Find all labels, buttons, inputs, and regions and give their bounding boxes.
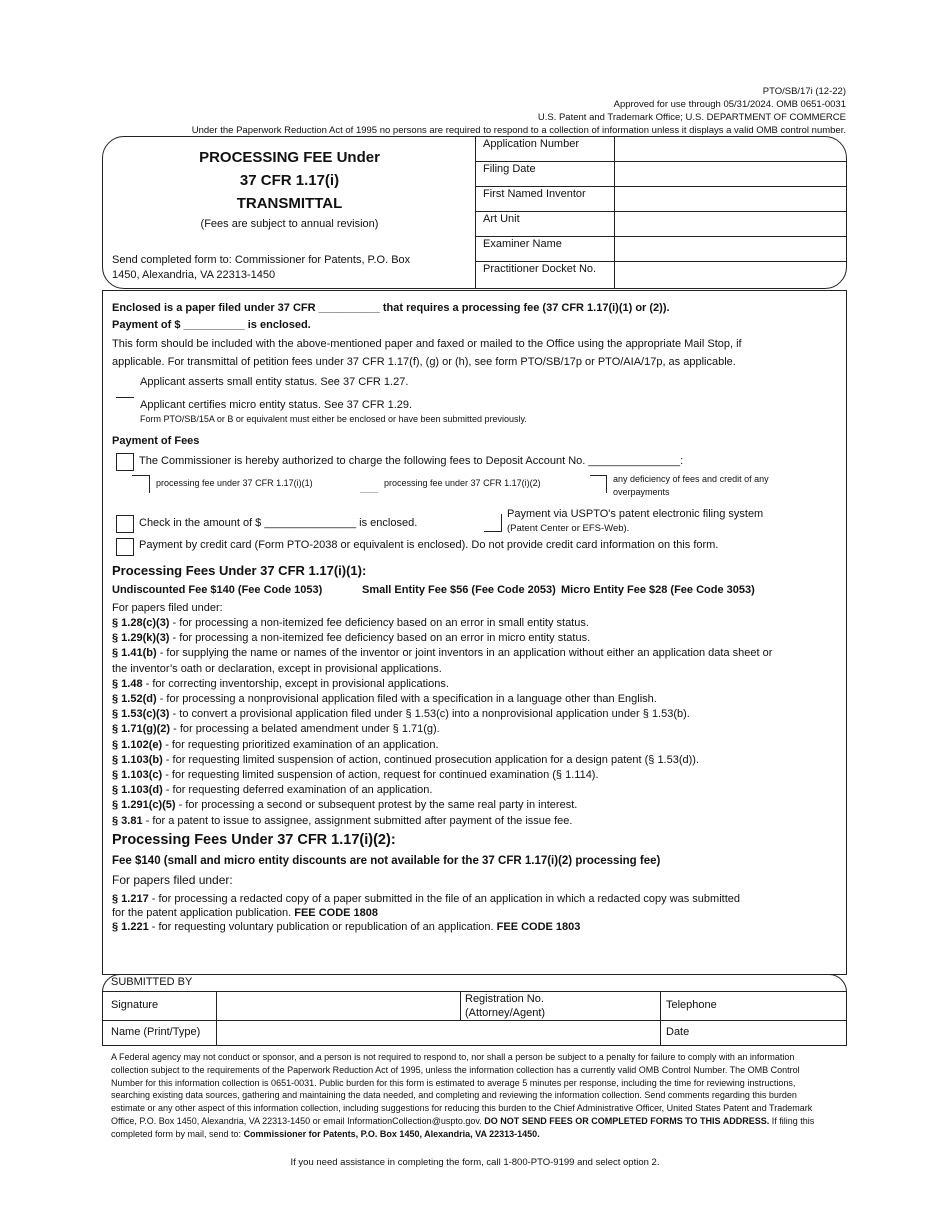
section-ref: § 1.103(d) xyxy=(112,784,163,797)
list-item xyxy=(112,707,832,722)
registration-label-2: (Attorney/Agent) xyxy=(465,1007,546,1019)
efs-payment-note: (Patent Center or EFS-Web). xyxy=(507,523,630,534)
section-desc: - for processing a redacted copy of a paper submitted in the file of an application in which a redacted copy was submitted xyxy=(148,893,740,905)
section-ref: § 1.103(b) xyxy=(112,753,163,766)
paperwork-notice: Under the Paperwork Reduction Act of 1995 no persons are required to respond to a collection of information unless it displays a valid OMB control number. xyxy=(191,125,846,136)
efs-payment-checkbox[interactable] xyxy=(484,514,502,532)
small-entity-checkbox[interactable] xyxy=(116,380,134,398)
processing-fee-2-label: processing fee under 37 CFR 1.17(i)(2) xyxy=(384,478,541,488)
form-title xyxy=(112,146,467,215)
micro-entity-note: Form PTO/SB/15A or B or equivalent must either be enclosed or have been submitted previously. xyxy=(140,414,527,424)
section-ref: § 1.217 xyxy=(112,893,149,905)
info-label: Practitioner Docket No. xyxy=(483,263,597,275)
info-label: First Named Inventor xyxy=(483,188,586,200)
enclosed-statement xyxy=(112,301,670,316)
section-desc: - for processing a second or subsequent protest by the same real party in interest. xyxy=(175,799,578,812)
fees-2-list xyxy=(112,892,832,934)
approval-notice: Approved for use through 05/31/2024. OMB 0651-0031 xyxy=(613,99,846,110)
check-payment-checkbox[interactable] xyxy=(116,515,134,533)
list-item xyxy=(112,738,832,753)
submitted-by-heading: SUBMITTED BY xyxy=(111,976,193,988)
cfr-section-input[interactable]: __________ xyxy=(318,302,380,314)
burden-statement xyxy=(111,1051,831,1141)
list-item xyxy=(112,692,832,707)
section-desc: - for requesting prioritized examination of an application. xyxy=(162,738,439,751)
check-payment-label: Check in the amount of $ _______________ is enclosed. xyxy=(139,517,418,529)
send-to-line-2: 1450, Alexandria, VA 22313-1450 xyxy=(112,269,276,281)
fee-code: FEE CODE 1803 xyxy=(496,921,581,933)
papers-filed-label-2: For papers filed under: xyxy=(112,873,233,887)
section-ref: § 1.291(c)(5) xyxy=(112,799,176,812)
info-label: Filing Date xyxy=(483,163,536,175)
divider xyxy=(216,991,217,1046)
title-line-3: TRANSMITTAL xyxy=(236,195,343,212)
section-ref: § 1.29(k)(3) xyxy=(112,632,170,645)
section-desc: - for processing a nonprovisional application filed with a specification in a language other than English. xyxy=(156,693,657,706)
section-ref: § 1.28(c)(3) xyxy=(112,617,170,629)
papers-filed-label: For papers filed under: xyxy=(112,602,223,614)
section-ref: § 1.52(d) xyxy=(112,693,157,706)
deficiency-checkbox[interactable] xyxy=(590,475,607,493)
mail-instruction: If filing this completed form by mail, send to: xyxy=(111,1115,815,1139)
fees-2-amount: Fee $140 (small and micro entity discounts are not available for the 37 CFR 1.17(i)(2) processing fee) xyxy=(112,855,661,867)
deposit-account-label: The Commissioner is hereby authorized to charge the following fees to Deposit Account No. _______________: xyxy=(139,455,684,467)
mail-address: Commissioner for Patents, P.O. Box 1450, Alexandria, VA 22313-1450. xyxy=(243,1128,540,1139)
micro-entity-fee: Micro Entity Fee $28 (Fee Code 3053) xyxy=(561,584,755,596)
list-item xyxy=(112,646,832,661)
section-ref: § 1.41(b) xyxy=(112,647,157,660)
credit-card-label: Payment by credit card (Form PTO-2038 or equivalent is enclosed). Do not provide credit card information on this form. xyxy=(139,539,719,551)
processing-fee-2-checkbox[interactable] xyxy=(360,475,378,493)
registration-label xyxy=(465,992,545,1020)
filing-date-input[interactable] xyxy=(616,163,844,185)
section-ref: § 3.81 xyxy=(112,814,143,827)
deficiency-label xyxy=(613,473,769,499)
list-item xyxy=(112,814,832,829)
agency-name: U.S. Patent and Trademark Office; U.S. DEPARTMENT OF COMMERCE xyxy=(537,112,846,123)
transmittal-text-1: This form should be included with the above-mentioned paper and faxed or mailed to the Office using the appropriate Mail Stop, if xyxy=(112,338,742,350)
divider xyxy=(102,1020,847,1021)
small-entity-label: Applicant asserts small entity status. See 37 CFR 1.27. xyxy=(140,376,409,388)
list-item xyxy=(112,662,832,677)
divider xyxy=(460,991,461,1020)
fee-section-list xyxy=(112,616,832,829)
date-label: Date xyxy=(666,1026,690,1038)
do-not-send-notice: DO NOT SEND FEES OR COMPLETED FORMS TO THIS ADDRESS. xyxy=(484,1115,770,1126)
send-to-line-1: Send completed form to: Commissioner for Patents, P.O. Box xyxy=(112,254,411,266)
date-input[interactable] xyxy=(710,1022,844,1044)
enclosed-text-a: Enclosed is a paper filed under 37 CFR xyxy=(112,302,319,314)
section-desc: - for processing a non-itemized fee deficiency based on an error in micro entity status. xyxy=(169,632,591,645)
section-ref: § 1.221 xyxy=(112,921,149,933)
info-label: Application Number xyxy=(483,138,579,150)
signature-input[interactable] xyxy=(218,993,458,1018)
section-ref: § 1.102(e) xyxy=(112,738,163,751)
small-entity-fee: Small Entity Fee $56 (Fee Code 2053) xyxy=(362,584,556,596)
list-item xyxy=(112,677,832,692)
section-desc: the inventor’s oath or declaration, except in provisional applications. xyxy=(112,662,442,675)
list-item xyxy=(112,798,832,813)
docket-number-input[interactable] xyxy=(616,263,836,285)
name-input[interactable] xyxy=(218,1022,658,1044)
section-desc: - for a patent to issue to assignee, assignment submitted after payment of the issue fee. xyxy=(142,814,573,827)
art-unit-input[interactable] xyxy=(616,213,844,235)
list-item-cont xyxy=(112,906,832,920)
section-desc: - for requesting limited suspension of action, continued prosecution application for a design patent (§ 1.53(d)). xyxy=(162,753,700,766)
processing-fee-1-label: processing fee under 37 CFR 1.17(i)(1) xyxy=(156,478,313,488)
section-desc: - for processing a belated amendment under § 1.71(g). xyxy=(170,723,440,736)
fee-code: FEE CODE 1808 xyxy=(294,907,379,919)
section-ref: § 1.53(c)(3) xyxy=(112,708,170,721)
credit-card-checkbox[interactable] xyxy=(116,538,134,556)
registration-label-1: Registration No. xyxy=(465,993,544,1005)
form-id: PTO/SB/17i (12-22) xyxy=(762,86,846,97)
fees-2-heading: Processing Fees Under 37 CFR 1.17(i)(2): xyxy=(112,832,396,848)
processing-fee-1-checkbox[interactable] xyxy=(132,475,150,493)
payment-heading: Payment of Fees xyxy=(112,435,200,447)
application-number-input[interactable] xyxy=(616,138,844,160)
title-line-2: 37 CFR 1.17(i) xyxy=(239,172,340,189)
fee-revision-note: (Fees are subject to annual revision) xyxy=(200,218,379,230)
deficiency-label-2: overpayments xyxy=(613,487,670,497)
undiscounted-fee: Undiscounted Fee $140 (Fee Code 1053) xyxy=(112,584,323,596)
deposit-account-checkbox[interactable] xyxy=(116,453,134,471)
first-inventor-input[interactable] xyxy=(616,188,844,210)
info-label: Art Unit xyxy=(483,213,520,225)
list-item xyxy=(112,722,832,737)
info-label: Examiner Name xyxy=(483,238,562,250)
payment-amount-line: Payment of $ __________ is enclosed. xyxy=(112,319,311,331)
list-item xyxy=(112,753,832,768)
divider xyxy=(660,991,661,1046)
signature-label: Signature xyxy=(111,999,159,1011)
deficiency-label-1: any deficiency of fees and credit of any xyxy=(613,474,769,484)
section-desc: - for requesting limited suspension of action, request for continued examination (§ 1.114). xyxy=(162,769,599,782)
examiner-name-input[interactable] xyxy=(616,238,844,260)
list-item xyxy=(112,616,832,631)
section-ref: § 1.103(c) xyxy=(112,769,163,782)
efs-payment-label: Payment via USPTO's patent electronic filing system xyxy=(507,508,764,520)
micro-entity-label: Applicant certifies micro entity status. See 37 CFR 1.29. xyxy=(140,399,413,411)
section-ref: § 1.71(g)(2) xyxy=(112,723,171,736)
section-desc: - for supplying the name or names of the inventor or joint inventors in an application without either an application data sheet or xyxy=(156,647,773,660)
section-desc: - for correcting inventorship, except in provisional applications. xyxy=(142,677,449,690)
enclosed-text-b: that requires a processing fee (37 CFR 1.17(i)(1) or (2)). xyxy=(379,302,670,314)
section-ref: § 1.48 xyxy=(112,677,143,690)
list-item xyxy=(112,920,832,934)
list-item xyxy=(112,892,832,906)
list-item xyxy=(112,631,832,646)
section-desc: for the patent application publication. xyxy=(112,907,295,919)
section-desc: - for requesting voluntary publication or republication of an application. xyxy=(148,921,497,933)
section-desc: - for processing a non-itemized fee deficiency based on an error in small entity status. xyxy=(169,617,589,629)
burden-text: A Federal agency may not conduct or sponsor, and a person is not required to respond to, nor shall a person be subject to a penalty for failure to comply with an information collection subject to the requirements of the Paperwork Reduction Act of 1995, unless the information collection has a currently valid OMB Control Number. The OMB Control Number for this information collection is 0651-0031. Public burden for this form is estimated to average 5 minutes per response, including the time for reviewing instructions, searching existing data sources, gathering and maintaining the data needed, and completing and reviewing the information collection. Send comments regarding this burden estimate or any other aspect of this information collection, including suggestions for reducing this burden to the Chief Administrative Officer, United States Patent and Trademark Office, P.O. Box 1450, Alexandria, VA 22313-1450 or email InformationCollection@uspto.gov. xyxy=(111,1052,813,1126)
list-item xyxy=(112,783,832,798)
list-item xyxy=(112,768,832,783)
transmittal-text-2: applicable. For transmittal of petition fees under 37 CFR 1.17(f), (g) or (h), see form PTO/SB/17p or PTO/AIA/17p, as applicable. xyxy=(112,356,736,368)
section-desc: - for requesting deferred examination of an application. xyxy=(162,784,433,797)
title-line-1: PROCESSING FEE Under xyxy=(199,149,380,166)
assistance-line: If you need assistance in completing the form, call 1-800-PTO-9199 and select option 2. xyxy=(290,1157,660,1168)
name-label: Name (Print/Type) xyxy=(111,1026,201,1038)
section-desc: - to convert a provisional application filed under § 1.53(c) into a nonprovisional application under § 1.53(b). xyxy=(169,708,690,721)
fees-1-heading: Processing Fees Under 37 CFR 1.17(i)(1): xyxy=(112,563,367,578)
telephone-label: Telephone xyxy=(666,999,717,1011)
